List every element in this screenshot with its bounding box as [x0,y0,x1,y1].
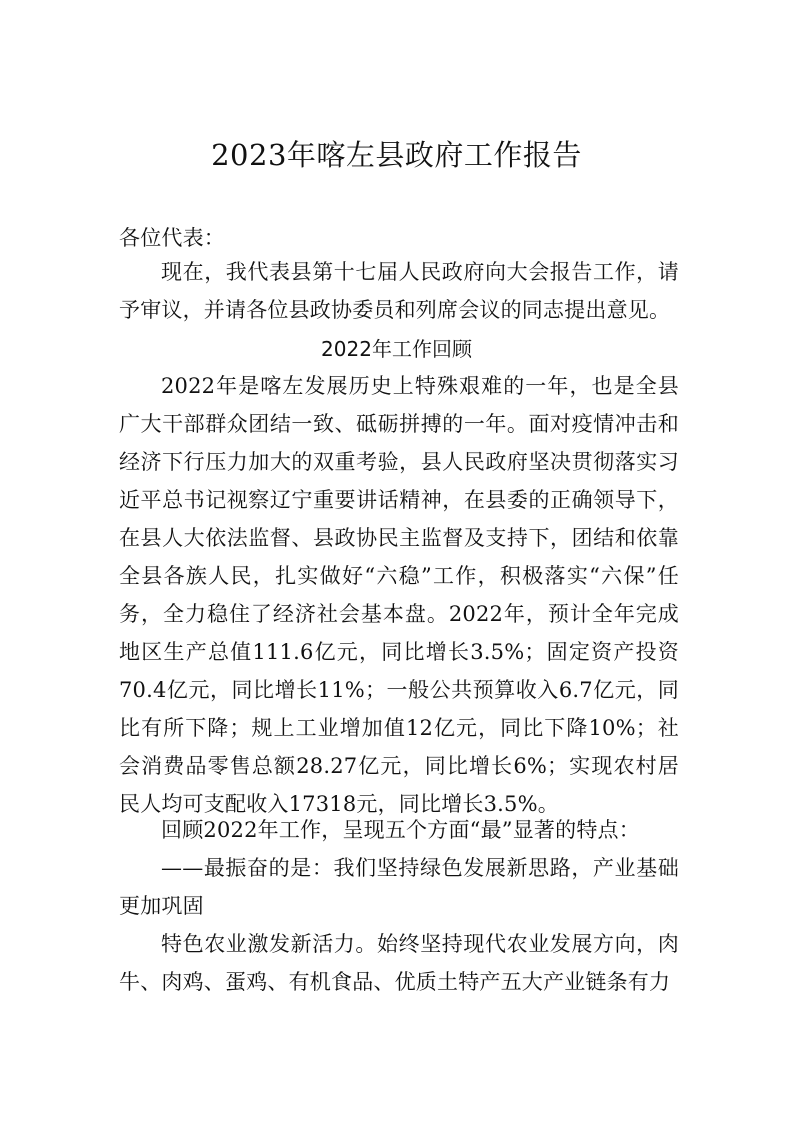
intro-paragraph: 现在，我代表县第十七届人民政府向大会报告工作，请予审议，并请各位县政协委员和列席会议的同志提出意见。 [119,260,679,322]
review-paragraph: 2022年是喀左发展历史上特殊艰难的一年，也是全县广大干部群众团结一致、砥砺拼搏的一年。面对疫情冲击和经济下行压力加大的双重考验，县人民政府坚决贯彻落实习近平总书记视察辽宁重要讲话精神，在县委的正确领导下，在县人大依法监督、县政协民主监督及支持下，团结和依靠全县各族人民，扎实做好“六稳”工作，积极落实“六保”任务，全力稳住了经济社会基本盘。2022年，预计全年完成地区生产总值111.6亿元，同比增长3.5%；固定资产投资70.4亿元，同比增长11%；一般公共预算收入6.7亿元，同比有所下降；规上工业增加值12亿元，同比下降10%；社会消费品零售总额28.27亿元，同比增长6%；实现农村居民人均可支配收入17318元，同比增长3.5%。 [119,374,679,816]
features-paragraph: 回顾2022年工作，呈现五个方面“最”显著的特点： [161,818,640,842]
salutation: 各位代表： [119,226,225,250]
page-title: 2023年喀左县政府工作报告 [211,138,582,172]
agriculture-paragraph: 特色农业激发新活力。始终坚持现代农业发展方向，肉牛、肉鸡、蛋鸡、有机食品、优质土特产五大产业链条有力 [119,932,679,994]
most-inspiring-paragraph: ——最振奋的是：我们坚持绿色发展新思路，产业基础更加巩固 [119,856,679,918]
section-heading: 2022年工作回顾 [321,337,472,361]
